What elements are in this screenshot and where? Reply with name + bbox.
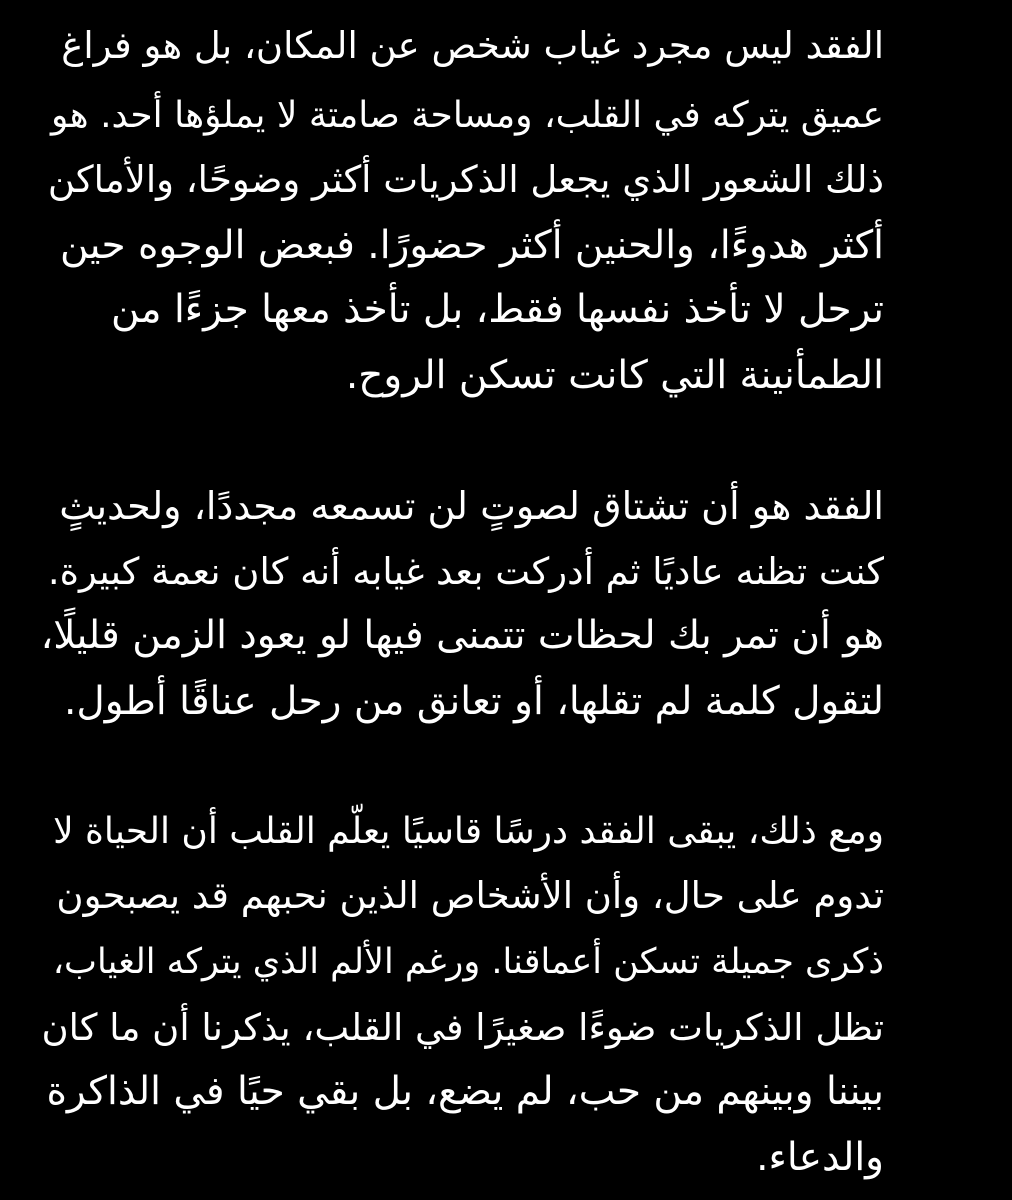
text-line: ذكرى جميلة تسكن أعماقنا. ورغم الألم الذي يتركه الغياب، [52,942,884,982]
text-line: ومع ذلك، يبقى الفقد درسًا قاسيًا يعلّم القلب أن الحياة لا [53,811,884,852]
text-line: لتقول كلمة لم تقلها، أو تعانق من رحل عناقًا أطول. [63,679,884,724]
text-line: الفقد ليس مجرد غياب شخص عن المكان، بل هو فراغ [61,24,884,67]
text-line: والدعاء. [756,1135,884,1180]
text-line: تدوم على حال، وأن الأشخاص الذين نحبهم قد يصبحون [56,874,884,917]
text-line: ذلك الشعور الذي يجعل الذكريات أكثر وضوحًا، والأماكن [47,158,884,201]
text-line: هو أن تمر بك لحظات تتمنى فيها لو يعود الزمن قليلًا، [40,613,884,658]
text-line: تظل الذكريات ضوءًا صغيرًا في القلب، يذكرنا أن ما كان [41,1006,884,1049]
text-line: ترحل لا تأخذ نفسها فقط، بل تأخذ معها جزءًا من [110,287,884,332]
text-line: بيننا وبينهم من حب، لم يضع، بل بقي حيًا في الذاكرة [46,1069,884,1114]
text-line: عميق يتركه في القلب، ومساحة صامتة لا يملؤها أحد. هو [51,95,884,136]
text-line: الطمأنينة التي كانت تسكن الروح. [345,353,884,398]
text-line: كنت تظنه عاديًا ثم أدركت بعد غيابه أنه كان نعمة كبيرة. [47,550,884,593]
text-line: أكثر هدوءًا، والحنين أكثر حضورًا. فبعض الوجوه حين [59,223,884,268]
text-line: الفقد هو أن تشتاق لصوتٍ لن تسمعه مجددًا، ولحديثٍ [59,484,884,528]
